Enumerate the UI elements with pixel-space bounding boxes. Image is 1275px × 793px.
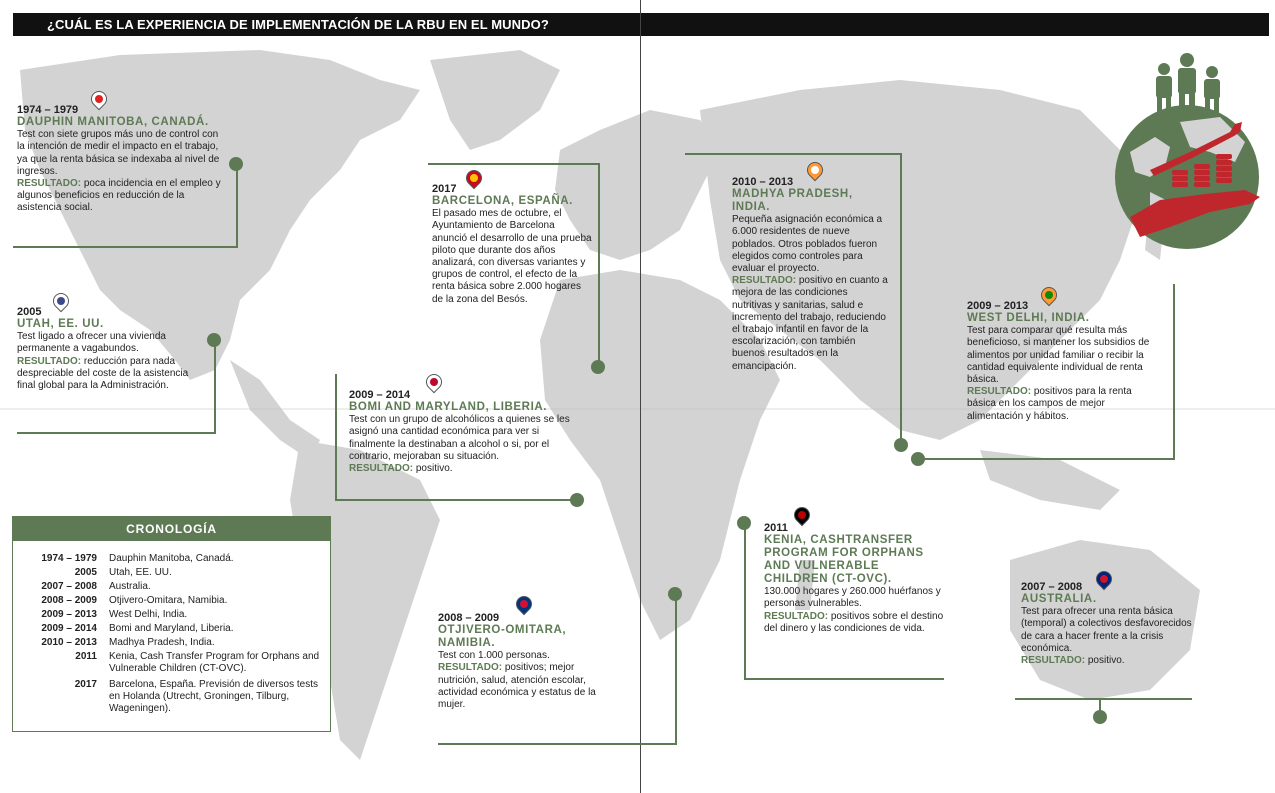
entry-place: AUSTRALIA.: [1021, 593, 1097, 606]
result-label: RESULTADO:: [17, 178, 82, 190]
result-text: positivos sobre el destino del dinero y las condiciones de vida.: [764, 610, 944, 634]
page-title: ¿CUÁL ES LA EXPERIENCIA DE IMPLEMENTACIÓN DE LA RBU EN EL MUNDO?: [47, 17, 549, 32]
result-text: poca incidencia en el empleo y algunos beneficios en reducción de la asistencia social.: [17, 178, 221, 214]
entry-place: UTAH, EE. UU.: [17, 318, 104, 331]
result-text: reducción para nada despreciable del coste de la asistencia final global para la Administración.: [17, 355, 189, 392]
location-dot: [737, 516, 751, 530]
entry-namibia: [438, 612, 598, 711]
connector-line: [675, 593, 677, 745]
entry-text: Pequeña asignación económica a 6.000 residentes de nueve poblados. Otros poblados fueron elegidos como controles para evaluar el proyecto.: [732, 214, 883, 275]
entry-place: OTJIVERO-OMITARA, NAMIBIA.: [438, 624, 567, 650]
connector-line: [428, 163, 600, 165]
entry-year: 2007 – 2008: [1021, 581, 1083, 593]
connector-line: [214, 340, 216, 434]
connector-line: [13, 246, 237, 248]
entry-text: Test ligado a ofrecer una vivienda permanente a vagabundos.: [17, 331, 166, 355]
connector-line: [335, 499, 577, 501]
entry-liberia: [349, 389, 571, 475]
entry-australia: [1021, 581, 1199, 667]
location-dot: [1093, 710, 1107, 724]
result-label: RESULTADO:: [764, 610, 829, 622]
location-dot: [229, 157, 243, 171]
entry-text: Test con 1.000 personas.: [438, 650, 550, 662]
income-globe-icon: [1110, 52, 1270, 252]
result-label: RESULTADO:: [732, 275, 797, 287]
entry-place: DAUPHIN MANITOBA, CANADÁ.: [17, 116, 209, 129]
entry-kenia: [764, 522, 944, 635]
connector-line: [236, 164, 238, 248]
location-dot: [207, 333, 221, 347]
entry-place: BARCELONA, ESPAÑA.: [432, 195, 573, 208]
entry-year: 2005: [17, 306, 42, 318]
entry-utah: [17, 306, 207, 392]
location-dot: [570, 493, 584, 507]
connector-line: [685, 153, 902, 155]
result-text: positivo.: [1087, 655, 1125, 667]
center-divider: [640, 0, 641, 793]
result-text: positivo.: [415, 463, 453, 475]
entry-place: BOMI AND MARYLAND, LIBERIA.: [349, 401, 548, 414]
result-label: RESULTADO:: [438, 662, 503, 674]
connector-line: [17, 432, 216, 434]
entry-place: WEST DELHI, INDIA.: [967, 312, 1090, 325]
connector-line: [1173, 284, 1175, 460]
entry-madhya-pradesh: [732, 176, 890, 373]
location-dot: [911, 452, 925, 466]
connector-line: [744, 678, 944, 680]
entry-text: Test con siete grupos más uno de control con la intención de medir el impacto en el trabajo, ya que la renta básica se indexaba al nivel de ingresos.: [17, 129, 220, 177]
connector-line: [900, 153, 902, 445]
entry-year: 2008 – 2009: [438, 612, 500, 624]
result-text: positivo en cuanto a mejora de las condiciones nutritivas y sanitarias, salud e incremento del trabajo, reduciendo el trabajo infantil en favor de la escolarización, con también buenos resultados en la emancipación.: [732, 275, 888, 372]
header-bar: [13, 13, 1269, 36]
entry-text: El pasado mes de octubre, el Ayuntamiento de Barcelona anunció el desarrollo de una prueba piloto que durante dos años analizará, con diversas variantes y grupos de control, el efecto de la renta básica sobre 2.000 hogares de la zona del Besós.: [432, 208, 592, 305]
result-label: RESULTADO:: [967, 386, 1032, 398]
entry-year: 2009 – 2014: [349, 389, 411, 401]
chronology-box: CRONOLOGÍA 1974 – 1979 Dauphin Manitoba, Canadá. 2005 Utah, EE. UU. 2007 – 2008 Australia. 2008 – 2009 Otjivero-Omitara, Namibia. 2009 – 2013 West Delhi, India. 2009 – 2014 Bomi and Maryland, Liberia. 2010 – 2013 Madhya Pradesh, India. 2011 Kenia, Cash Transfer Program for Orphans and Vulnerable Children (CT-OVC). 2017 Barcelona, España. Previsión de diversos tests en Holanda (Utrecht, Groningen, Tilburg, Wageningen).: [12, 516, 331, 732]
entry-year: 1974 – 1979: [17, 104, 79, 116]
connector-line: [744, 522, 746, 680]
connector-line: [918, 458, 1175, 460]
entry-year: 2009 – 2013: [967, 300, 1029, 312]
result-label: RESULTADO:: [349, 463, 414, 475]
result-label: RESULTADO:: [1021, 655, 1086, 667]
entry-canada: [17, 104, 225, 215]
location-dot: [591, 360, 605, 374]
result-text: positivos; mejor nutrición, salud, atención escolar, actividad económica y estatus de la mujer.: [438, 662, 596, 711]
entry-place: MADHYA PRADESH, INDIA.: [732, 188, 853, 214]
entry-year: 2017: [432, 183, 457, 195]
result-text: positivos para la renta básica en los campos de mejor alimentación y hábitos.: [967, 386, 1132, 422]
connector-line: [438, 743, 676, 745]
entry-text: Test para ofrecer una renta básica (temporal) a colectivos desfavorecidos de cara a hacer frente a la crisis económica.: [1021, 606, 1192, 654]
entry-west-delhi: [967, 300, 1157, 423]
entry-text: Test para comparar qué resulta más beneficioso, si mantener los subsidios de alimentos por unidad familiar o recibir la cantidad equivalente individual de renta básica.: [967, 325, 1150, 386]
connector-line: [1015, 698, 1192, 700]
entry-text: Test con un grupo de alcohólicos a quienes se les asignó una cantidad económica para ver si finalmente la destinaban a alcohol o si, por el contrario, mejoraban su situación.: [349, 414, 570, 462]
location-dot: [668, 587, 682, 601]
connector-line: [598, 163, 600, 368]
entry-place: KENIA, CASHTRANSFER PROGRAM FOR ORPHANS AND VULNERABLE CHILDREN (CT-OVC).: [764, 534, 924, 586]
connector-line: [335, 374, 337, 500]
location-dot: [894, 438, 908, 452]
entry-year: 2011: [764, 522, 788, 534]
chronology-title: CRONOLOGÍA: [13, 517, 330, 541]
entry-barcelona: [432, 183, 592, 306]
entry-year: 2010 – 2013: [732, 176, 794, 188]
result-label: RESULTADO:: [17, 355, 82, 367]
entry-text: 130.000 hogares y 260.000 huérfanos y personas vulnerables.: [764, 586, 941, 610]
